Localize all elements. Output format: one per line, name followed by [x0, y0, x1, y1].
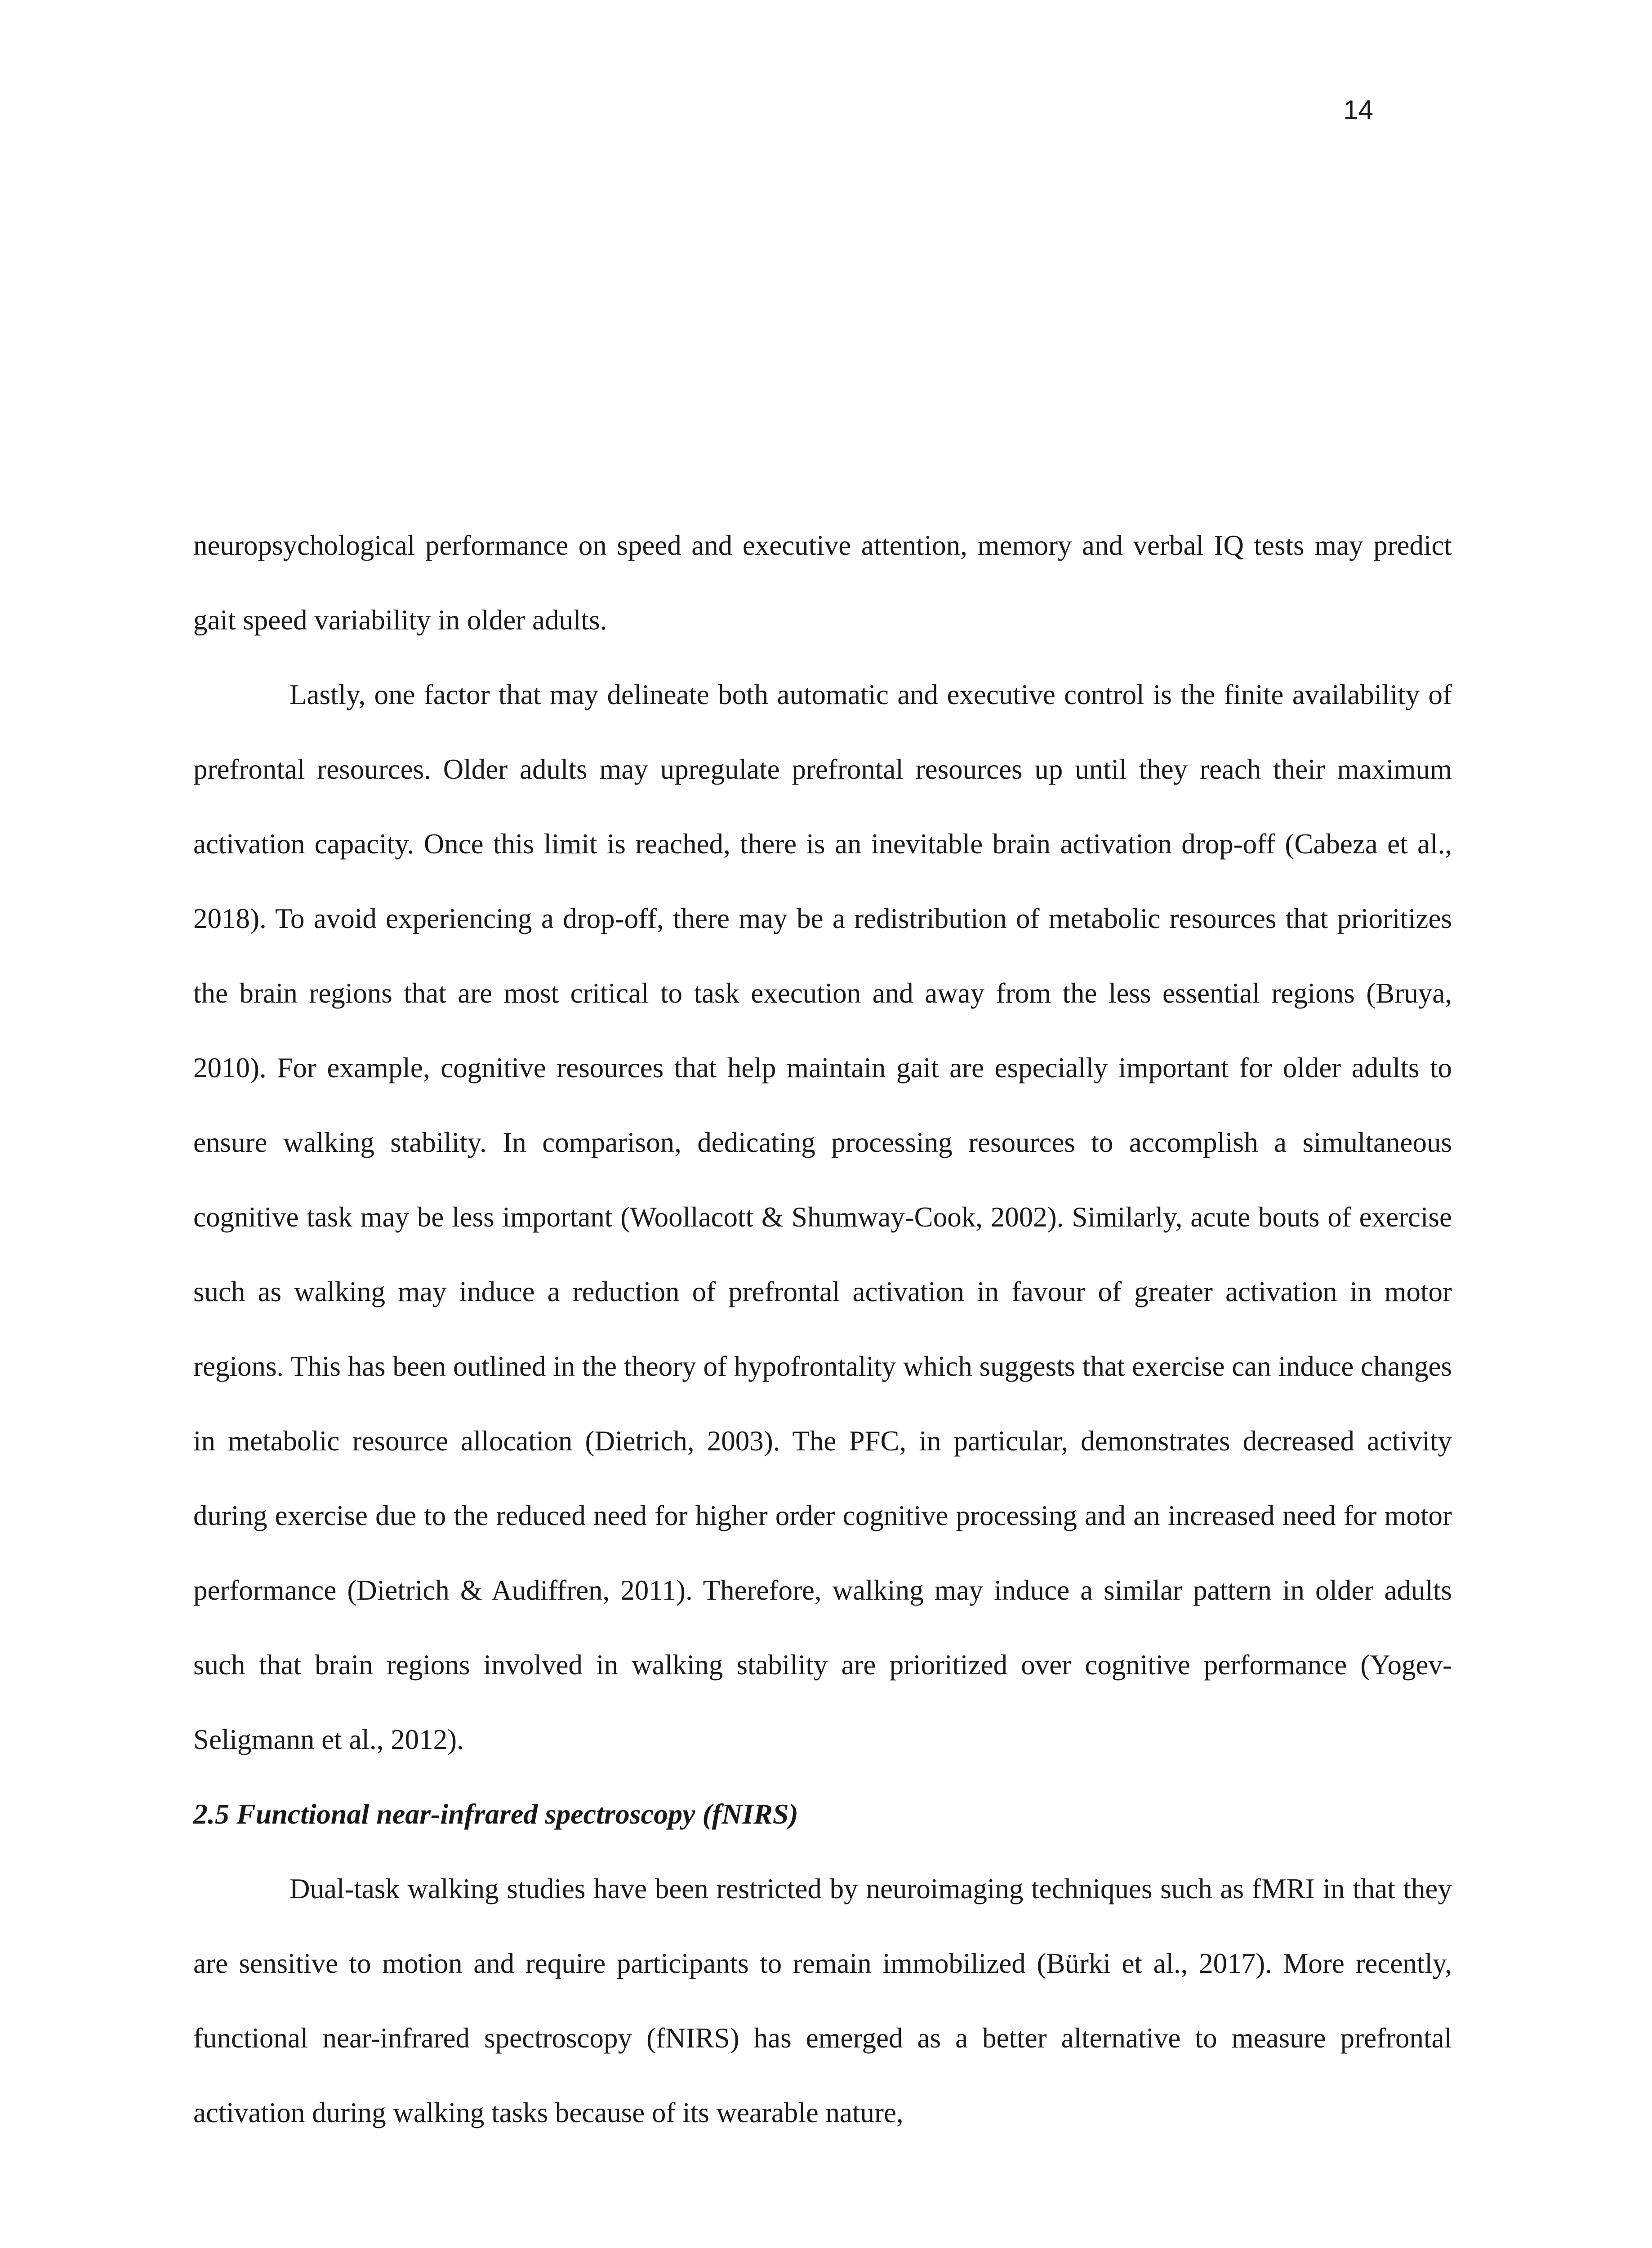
paragraph-fnirs: Dual-task walking studies have been restricted by neuroimaging techniques such as fMRI in that they are sensitive to motion and require participants to remain immobilized (Bürki et al., 2017). More recently, functional near-infrared spectroscopy (fNIRS) has emerged as a better alternative to measure prefrontal activation during walking tasks because of its wearable nature,	[193, 1873, 1452, 2128]
paragraph-prefrontal-resources: Lastly, one factor that may delineate both automatic and executive control is the finite availability of prefrontal resources. Older adults may upregulate prefrontal resources up until they reach their maximum activation capacity. Once this limit is reached, there is an inevitable brain activation drop-off (Cabeza et al., 2018). To avoid experiencing a drop-off, there may be a redistribution of metabolic resources that prioritizes the brain regions that are most critical to task execution and away from the less essential regions (Bruya, 2010). For example, cognitive resources that help maintain gait are especially important for older adults to ensure walking stability. In comparison, dedicating processing resources to accomplish a simultaneous cognitive task may be less important (Woollacott & Shumway-Cook, 2002). Similarly, acute bouts of exercise such as walking may induce a reduction of prefrontal activation in favour of greater activation in motor regions. This has been outlined in the theory of hypofrontality which suggests that exercise can induce changes in metabolic resource allocation (Dietrich, 2003). The PFC, in particular, demonstrates decreased activity during exercise due to the reduced need for higher order cognitive processing and an increased need for motor performance (Dietrich & Audiffren, 2011). Therefore, walking may induce a similar pattern in older adults such that brain regions involved in walking stability are prioritized over cognitive performance (Yogev-Seligmann et al., 2012).	[193, 679, 1452, 1755]
document-body	[193, 508, 1452, 2150]
paragraph-continuation: neuropsychological performance on speed and executive attention, memory and verbal IQ tests may predict gait speed variability in older adults.	[193, 530, 1452, 636]
page-number: 14	[1343, 95, 1373, 125]
section-heading: 2.5 Functional near-infrared spectroscopy (fNIRS)	[193, 1798, 798, 1830]
